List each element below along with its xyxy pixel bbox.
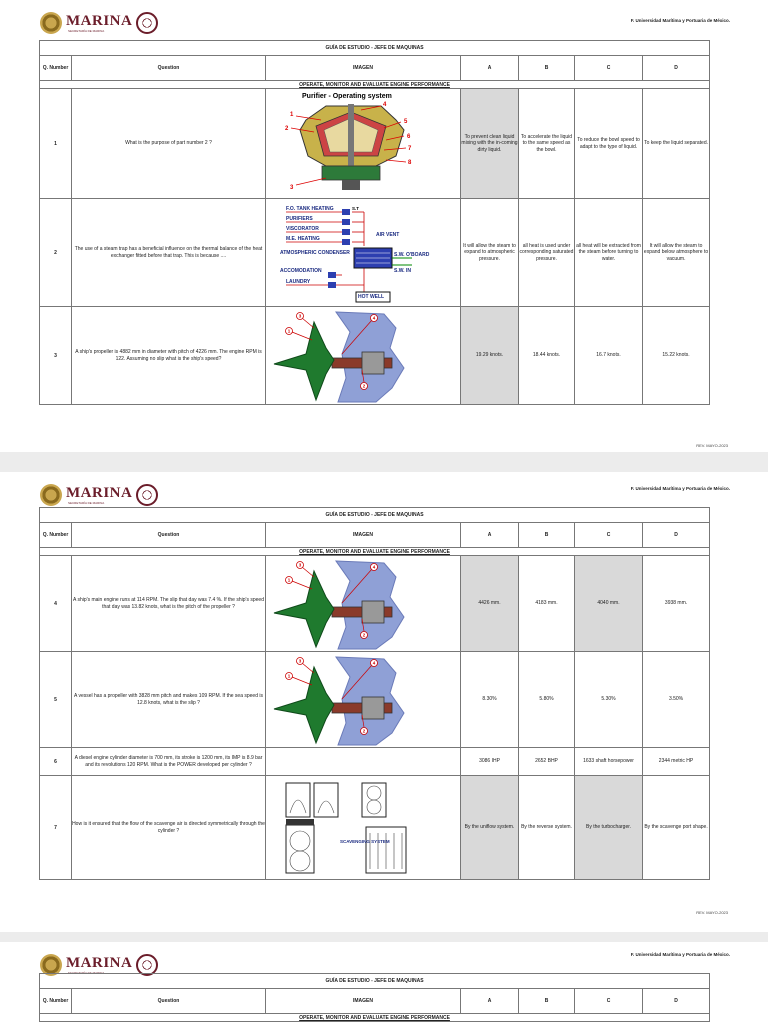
col-question: Question (72, 523, 266, 548)
table-row (40, 556, 710, 652)
col-d: D (643, 523, 710, 548)
col-number: Q. Number (40, 989, 72, 1014)
steam-label: PURIFIERS (286, 215, 313, 222)
steam-trap-image (266, 199, 461, 307)
option-b: 4183 mm. (519, 556, 575, 652)
option-a: By the uniflow system. (461, 776, 519, 880)
section-header: OPERATE, MONITOR AND EVALUATE ENGINE PERFORMANCE (40, 81, 710, 89)
table-row (40, 307, 710, 405)
option-b: To accelerate the liquid to the same speed as the bowl. (519, 89, 575, 199)
propeller-label: 3 (298, 658, 302, 664)
question-number: 6 (40, 748, 72, 776)
propeller-label: 3 (298, 313, 302, 319)
propeller-label: 3 (298, 562, 302, 568)
logo-text: MARINA (66, 12, 133, 29)
table-row (40, 89, 710, 199)
table-row (40, 199, 710, 307)
university-name: F. Universidad Marítima y Portuaria de México. (630, 952, 730, 957)
purifier-label: 7 (408, 145, 412, 152)
steam-label: S.W. O'BOARD (394, 251, 430, 258)
steam-label: LAUNDRY (286, 278, 311, 285)
question-text: A vessel has a propeller with 3828 mm pitch and makes 109 RPM. If the sea speed is 12.8 knots, what is the slip ? (72, 652, 266, 748)
propeller-label: 4 (372, 564, 376, 570)
table-row (40, 776, 710, 880)
question-number: 7 (40, 776, 72, 880)
purifier-label: 5 (404, 118, 408, 125)
option-d: 2344 metric HP (643, 748, 710, 776)
question-text: What is the purpose of part number 2 ? (72, 89, 266, 199)
propeller-image (266, 652, 461, 748)
question-text: A diesel engine cylinder diameter is 700 mm, its stroke is 1200 mm, its IMP is 8.9 bar and its revolutions 120 RPM. What is the POWER developed per cylinder ? (72, 748, 266, 776)
col-number: Q. Number (40, 56, 72, 81)
question-number: 4 (40, 556, 72, 652)
purifier-label: 6 (407, 133, 411, 140)
steam-label: AIR VENT (376, 231, 400, 238)
section-header: OPERATE, MONITOR AND EVALUATE ENGINE PERFORMANCE (40, 1014, 710, 1022)
propeller-label: 1 (287, 577, 291, 583)
col-c: C (575, 989, 643, 1014)
steam-label: F.O. TANK HEATING (286, 205, 334, 212)
question-text: A ship's main engine runs at 114 RPM. The slip that day was 7.4 %. If the ship's speed that day was 13.82 knots, what is the pitch of the propeller ? (72, 556, 266, 652)
propeller-label: 2 (362, 632, 366, 638)
question-text: A ship's propeller is 4882 mm in diameter with pitch of 4226 mm. The engine RPM is 122. Assuming no slip what is the ship's speed? (72, 307, 266, 405)
col-b: B (519, 989, 575, 1014)
page-3 (0, 942, 768, 1024)
option-c: 5.30% (575, 652, 643, 748)
scavenging-image (266, 776, 461, 880)
option-d: 3938 mm. (643, 556, 710, 652)
propeller-label: 4 (372, 660, 376, 666)
question-text: The use of a steam trap has a beneficial influence on the thermal balance of the heat exchanger fitted before that trap. This is because .... (72, 199, 266, 307)
col-b: B (519, 56, 575, 81)
option-a: 8.30% (461, 652, 519, 748)
propeller-label: 1 (287, 328, 291, 334)
question-text: How is it ensured that the flow of the scavenge air is directed symmetrically through the cylinder ? (72, 776, 266, 880)
propeller-label: 2 (362, 728, 366, 734)
logo-subtitle: SECRETARÍA DE MARINA (68, 500, 105, 505)
option-b: all heat is used under corresponding saturated pressure. (519, 199, 575, 307)
scavenging-label: SCAVENGING SYSTEM (340, 838, 390, 844)
purifier-label: 4 (383, 101, 387, 108)
purifier-label: 2 (285, 125, 289, 132)
section-header: OPERATE, MONITOR AND EVALUATE ENGINE PERFORMANCE (40, 548, 710, 556)
option-d: To keep the liquid separated. (643, 89, 710, 199)
col-c: C (575, 523, 643, 548)
col-d: D (643, 56, 710, 81)
table-row (40, 652, 710, 748)
steam-label: M.E. HEATING (286, 235, 320, 242)
question-number: 2 (40, 199, 72, 307)
option-a: 3086 IHP (461, 748, 519, 776)
col-b: B (519, 523, 575, 548)
question-table (39, 507, 710, 880)
question-number: 1 (40, 89, 72, 199)
purifier-image (266, 89, 461, 199)
col-a: A (461, 56, 519, 81)
col-question: Question (72, 989, 266, 1014)
question-table (39, 40, 710, 405)
col-a: A (461, 523, 519, 548)
option-d: By the scavenge port shape. (643, 776, 710, 880)
logo-text: MARINA (66, 484, 133, 501)
empty-image-cell (266, 748, 461, 776)
steam-label: ATMOSPHERIC CONDENSER (280, 249, 350, 256)
logo-text: MARINA (66, 954, 133, 971)
option-c: By the turbocharger. (575, 776, 643, 880)
col-number: Q. Number (40, 523, 72, 548)
propeller-image (266, 556, 461, 652)
option-c: 1633 shaft horsepower (575, 748, 643, 776)
col-d: D (643, 989, 710, 1014)
question-number: 5 (40, 652, 72, 748)
steam-label: ACCOMODATION (280, 267, 322, 274)
table-title: GUÍA DE ESTUDIO - JEFE DE MAQUINAS (40, 974, 710, 989)
university-name: F. Universidad Marítima y Portuaria de México. (630, 18, 730, 23)
purifier-title: Purifier - Operating system (302, 92, 392, 100)
option-a: It will allow the steam to expand to atmospheric pressure. (461, 199, 519, 307)
table-row (40, 748, 710, 776)
propeller-image (266, 307, 461, 405)
steam-label: S.W. IN (394, 267, 411, 274)
option-c: all heat will be extracted from the steam before turning to water. (575, 199, 643, 307)
option-c: 4040 mm. (575, 556, 643, 652)
table-title: GUÍA DE ESTUDIO - JEFE DE MAQUINAS (40, 41, 710, 56)
option-b: 18.44 knots. (519, 307, 575, 405)
logo-subtitle: SECRETARÍA DE MARINA (68, 970, 105, 975)
option-b: 2652 BHP (519, 748, 575, 776)
revision-note: REV. MAYO-2023 (696, 443, 728, 448)
option-d: It will allow the steam to expand below atmosphere to vacuum. (643, 199, 710, 307)
table-title: GUÍA DE ESTUDIO - JEFE DE MAQUINAS (40, 508, 710, 523)
navy-seal-icon (136, 484, 158, 506)
option-b: By the reverse system. (519, 776, 575, 880)
option-a: 19.29 knots. (461, 307, 519, 405)
col-question: Question (72, 56, 266, 81)
mexico-seal-icon (40, 484, 62, 506)
purifier-label: 3 (290, 184, 294, 191)
logo-subtitle: SECRETARÍA DE MARINA (68, 28, 105, 33)
steam-label: VISCORATOR (286, 225, 319, 232)
propeller-label: 1 (287, 673, 291, 679)
marina-logo (40, 8, 158, 38)
page-2 (0, 472, 768, 932)
steam-trap-label: S.T (352, 205, 360, 211)
page-1 (0, 0, 768, 452)
col-image: IMAGEN (266, 56, 461, 81)
purifier-label: 1 (290, 111, 294, 118)
col-image: IMAGEN (266, 989, 461, 1014)
option-d: 15.22 knots. (643, 307, 710, 405)
navy-seal-icon (136, 12, 158, 34)
revision-note: REV. MAYO-2023 (696, 910, 728, 915)
mexico-seal-icon (40, 12, 62, 34)
steam-label: HOT WELL (358, 293, 385, 300)
university-name: F. Universidad Marítima y Portuaria de México. (630, 486, 730, 491)
marina-logo (40, 480, 158, 510)
col-c: C (575, 56, 643, 81)
col-a: A (461, 989, 519, 1014)
option-c: To reduce the bowl speed to adapt to the type of liquid. (575, 89, 643, 199)
option-a: 4426 mm. (461, 556, 519, 652)
option-a: To prevent clean liquid mixing with the in-coming dirty liquid. (461, 89, 519, 199)
option-c: 16.7 knots. (575, 307, 643, 405)
purifier-label: 8 (408, 159, 412, 166)
question-number: 3 (40, 307, 72, 405)
option-d: 3.50% (643, 652, 710, 748)
propeller-label: 4 (372, 315, 376, 321)
option-b: 5.80% (519, 652, 575, 748)
col-image: IMAGEN (266, 523, 461, 548)
propeller-label: 2 (362, 383, 366, 389)
